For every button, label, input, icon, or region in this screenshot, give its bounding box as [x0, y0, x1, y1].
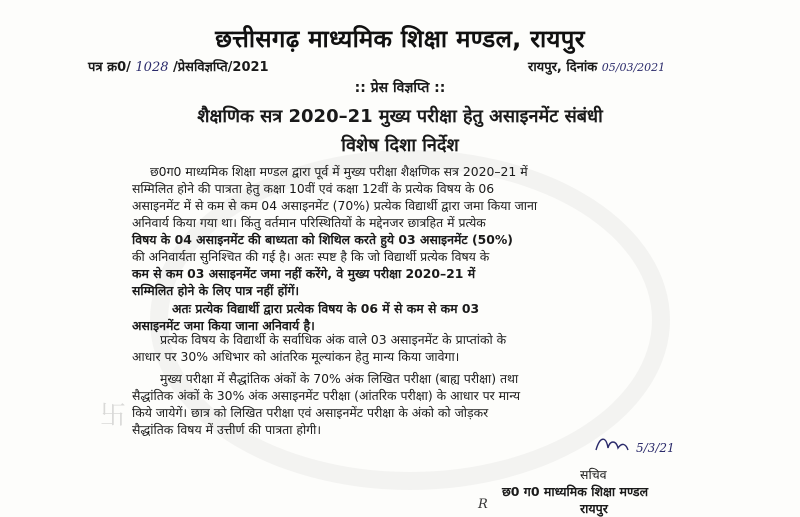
paragraph-line: असाइनमेंट में से कम से कम 04 असाइनमेंट (70%) प्रत्येक विद्यार्थी द्वारा जमा किया जाना	[132, 198, 538, 213]
initial-mark: R	[478, 497, 488, 512]
paragraph-line: आधार पर 30% अधिभार को आंतरिक मूल्यांकन हेतु मान्य किया जावेगा।	[132, 349, 460, 364]
watermark-glyph: 卐	[100, 401, 127, 431]
signatory-organization: छ0 ग0 माध्यमिक शिक्षा मण्डल	[502, 484, 649, 499]
paragraph-1	[132, 163, 732, 299]
paragraph-line: विषय के 04 असाइनमेंट की बाध्यता को शिथिल करते हुये 03 असाइनमेंट (50%)	[132, 232, 513, 247]
ref-number-handwritten: 1028	[135, 60, 169, 75]
reference-number	[88, 57, 269, 75]
paragraph-line: छ0ग0 माध्यमिक शिक्षा मण्डल द्वारा पूर्व में मुख्य परीक्षा शैक्षणिक सत्र 2020–21 में	[150, 164, 528, 179]
ref-prefix: पत्र क्र0/	[88, 60, 131, 75]
date-handwritten: 05/03/2021	[601, 61, 666, 74]
subject-line-2: विशेष दिशा निर्देश	[341, 135, 459, 156]
paragraph-line: किये जायेगें। छात्र को लिखित परीक्षा एवं असाइनमेंट परीक्षा के अंको को जोड़कर	[132, 405, 489, 420]
paragraph-3	[132, 331, 732, 365]
handwritten-signature	[592, 432, 682, 458]
paragraph-line: सैद्धांतिक अंकों के 30% अंक असाइनमेंट परीक्षा (आंतरिक परीक्षा) के आधार पर मान्य	[132, 388, 521, 403]
subject-line-1: शैक्षणिक सत्र 2020–21 मुख्य परीक्षा हेतु असाइनमेंट संबंधी	[197, 106, 603, 127]
paragraph-line: अनिवार्य किया गया था। किंतु वर्तमान परिस्थितियों के मद्देनजर छात्रहित में प्रत्येक	[132, 215, 486, 230]
paragraph-line: कम से कम 03 असाइनमेंट जमा नहीं करेंगे, वे मुख्य परीक्षा 2020–21 में	[132, 266, 476, 281]
paragraph-line: की अनिवार्यता सुनिश्चित की गई है। अतः स्पष्ट है कि जो विद्यार्थी प्रत्येक विषय के	[132, 249, 490, 264]
paragraph-line: प्रत्येक विषय के विद्यार्थी के सर्वाधिक अंक वाले 03 असाइनमेंट के प्राप्तांको के	[160, 332, 507, 347]
paragraph-line: सम्मिलित होने की पात्रता हेतु कक्षा 10वीं एवं कक्षा 12वीं के प्रत्येक विषय के 06	[132, 181, 495, 196]
ref-suffix: /प्रेसविज्ञप्ति/2021	[173, 60, 269, 75]
paragraph-2	[132, 300, 732, 334]
place-date-label: रायपुर, दिनांक	[528, 60, 598, 75]
document-title: छत्तीसगढ़ माध्यमिक शिक्षा मण्डल, रायपुर	[215, 25, 585, 53]
signatory-city: रायपुर	[580, 501, 608, 516]
signatory-role: सचिव	[580, 467, 607, 482]
paragraph-line: असाइनमेंट जमा किया जाना अनिवार्य है।	[132, 318, 315, 333]
place-date	[528, 57, 665, 75]
paragraph-4	[132, 370, 732, 438]
paragraph-line: सैद्धांतिक विषय में उत्तीर्ण की पात्रता होगी।	[132, 422, 322, 437]
paragraph-line: अतः प्रत्येक विद्यार्थी द्वारा प्रत्येक विषय के 06 में से कम से कम 03	[172, 301, 480, 316]
paragraph-line: सम्मिलित होने के लिए पात्र नहीं होंगें।	[132, 283, 300, 298]
signature-date: 5/3/21	[636, 441, 675, 455]
press-release-heading: :: प्रेस विज्ञप्ति ::	[354, 80, 446, 96]
paragraph-line: मुख्य परीक्षा में सैद्धांतिक अंकों के 70% अंक लिखित परीक्षा (बाह्य परीक्षा) तथा	[160, 371, 519, 386]
